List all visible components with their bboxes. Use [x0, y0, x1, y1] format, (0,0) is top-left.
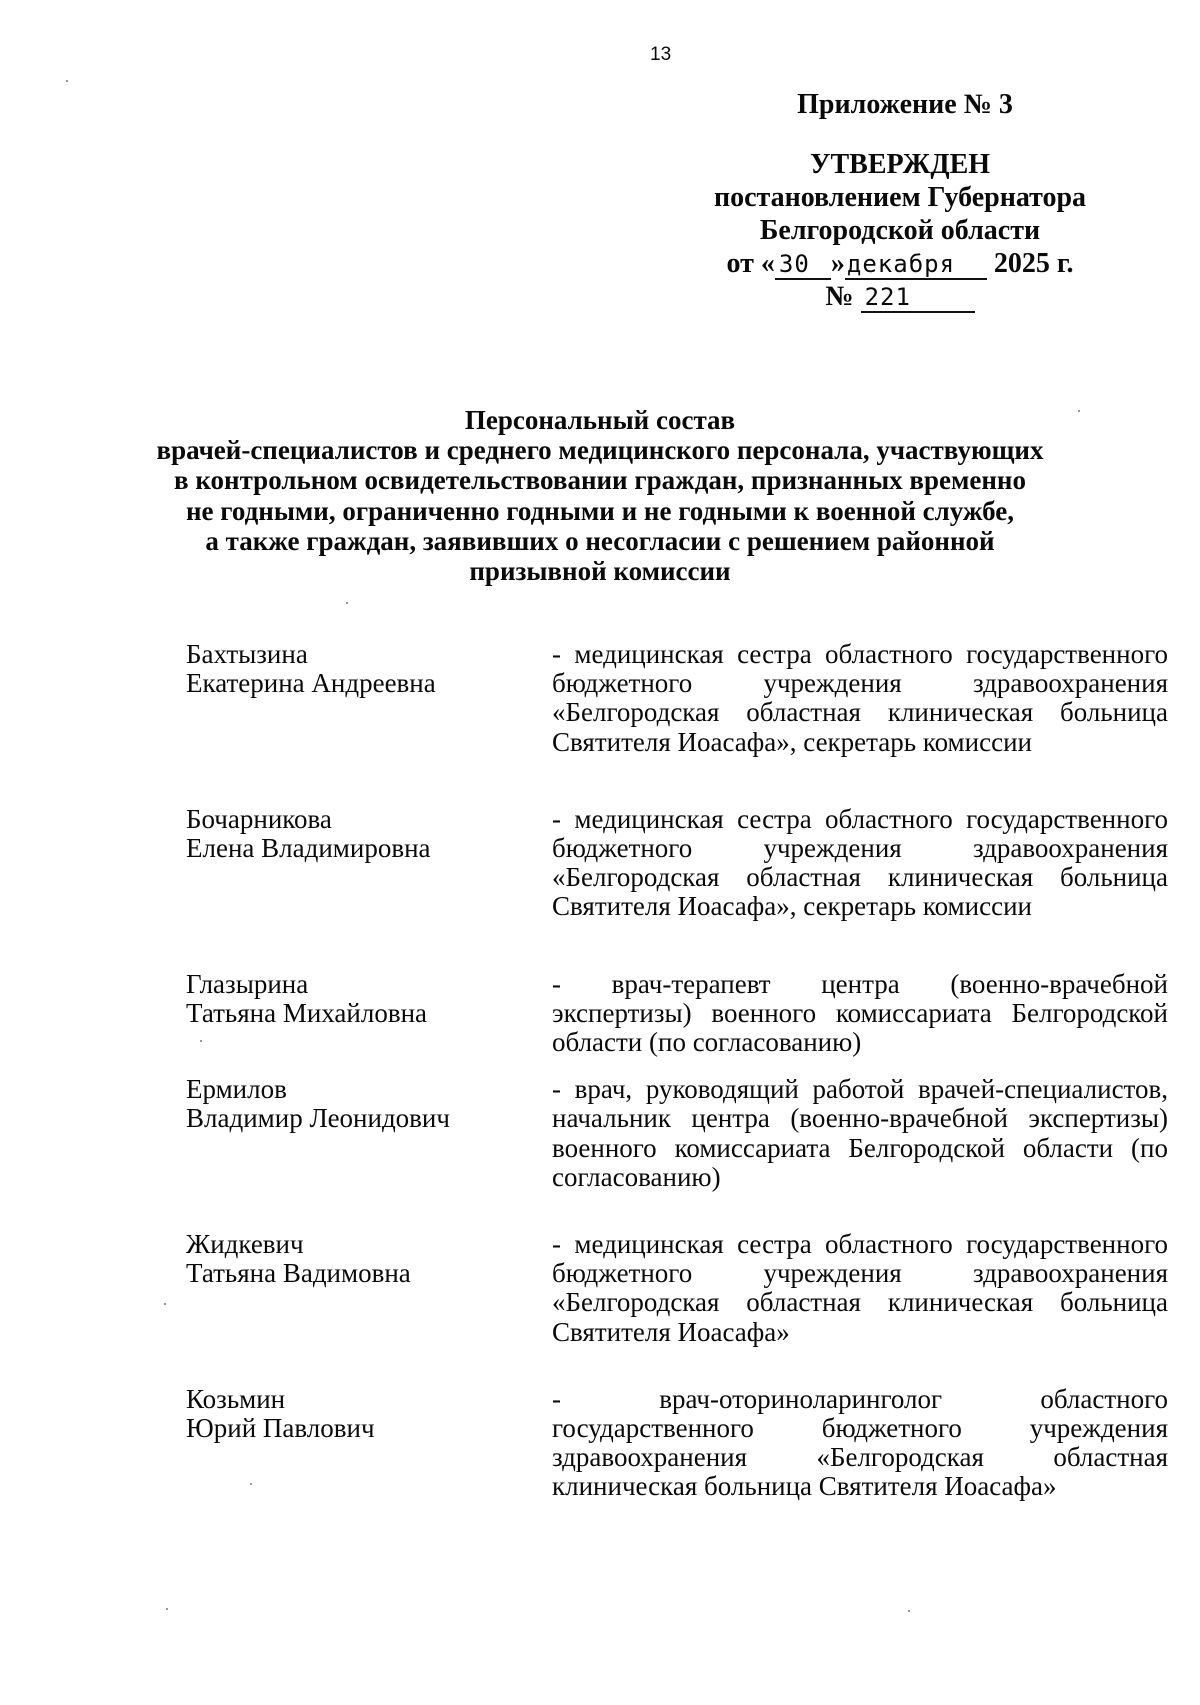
approved-heading: УТВЕРЖДЕН — [809, 149, 991, 180]
approval-block — [690, 88, 1110, 313]
member-name — [186, 640, 552, 757]
date-day: 30 — [775, 250, 831, 280]
title-line: не годными, ограниченно годными и не годными к военной службе, — [186, 495, 1014, 526]
member-role: - медицинская сестра областного государственного бюджетного учреждения здравоохранения «Белгородская областная клиническая больница Святителя Иоасафа», секретарь комиссии — [552, 639, 1168, 757]
approval-date — [690, 247, 1110, 280]
member-surname: Жидкевич — [186, 1229, 304, 1260]
title-line: а также граждан, заявивших о несогласии с решением районной — [205, 525, 995, 556]
member-given-names: Юрий Павлович — [186, 1413, 375, 1444]
date-mid: » — [830, 248, 845, 279]
title-line: призывной комиссии — [469, 556, 731, 587]
approval-number — [690, 280, 1110, 313]
scan-speck — [346, 602, 348, 604]
member-entry — [186, 970, 1168, 1058]
title-line: Персональный состав — [464, 405, 736, 435]
members-list — [186, 640, 1168, 1502]
member-surname: Козьмин — [186, 1383, 286, 1414]
member-name — [186, 1230, 552, 1347]
member-role: - врач, руководящий работой врачей-специалистов, начальник центра (военно-врачебной экспертизы) военного комиссариата Белгородской области (по согласованию) — [552, 1074, 1168, 1192]
scan-speck — [164, 1303, 166, 1305]
member-name — [186, 970, 552, 1058]
scan-speck — [66, 80, 68, 82]
member-surname: Глазырина — [186, 968, 309, 999]
date-year: 2025 г. — [993, 248, 1074, 279]
member-surname: Ермилов — [186, 1074, 287, 1105]
member-given-names: Татьяна Вадимовна — [186, 1258, 411, 1289]
member-surname: Бочарникова — [186, 803, 332, 834]
scan-speck — [166, 1608, 168, 1610]
date-prefix: от « — [726, 248, 775, 279]
member-given-names: Татьяна Михайловна — [186, 997, 428, 1028]
member-role: - врач-терапевт центра (военно-врачебной экспертизы) военного комиссариата Белгородской области (по согласованию) — [552, 968, 1168, 1058]
scan-speck — [200, 1040, 202, 1042]
number-prefix: № — [825, 281, 854, 312]
member-given-names: Елена Владимировна — [186, 833, 431, 864]
member-role: - медицинская сестра областного государственного бюджетного учреждения здравоохранения «Белгородская областная клиническая больница Святителя Иоасафа», секретарь комиссии — [552, 803, 1168, 922]
approval-authority: постановлением Губернатора — [713, 182, 1087, 213]
member-name — [186, 805, 552, 922]
member-given-names: Екатерина Андреевна — [186, 668, 436, 699]
date-month: декабря — [845, 250, 987, 280]
appendix-title: Приложение № 3 — [797, 89, 1013, 120]
member-role: - медицинская сестра областного государственного бюджетного учреждения здравоохранения «Белгородская областная клиническая больница Святителя Иоасафа» — [552, 1229, 1168, 1347]
member-entry — [186, 640, 1168, 757]
title-line: в контрольном освидетельствовании граждан, признанных временно — [174, 465, 1026, 496]
member-entry — [186, 1385, 1168, 1502]
scan-speck — [1078, 410, 1080, 412]
title-line: врачей-специалистов и среднего медицинского персонала, участвующих — [156, 435, 1044, 466]
member-name — [186, 1075, 552, 1192]
doc-number: 221 — [861, 283, 975, 313]
scan-speck — [250, 1483, 252, 1485]
document-title — [120, 405, 1080, 586]
member-given-names: Владимир Леонидович — [186, 1103, 450, 1134]
member-role: - врач-оториноларинголог областного государственного бюджетного учреждения здравоохранения «Белгородская областная клиническая больница Святителя Иоасафа» — [552, 1383, 1168, 1502]
member-name — [186, 1385, 552, 1502]
member-surname: Бахтызина — [186, 639, 308, 669]
member-entry — [186, 1230, 1168, 1347]
approval-region: Белгородской области — [759, 215, 1041, 246]
member-entry — [186, 805, 1168, 922]
member-entry — [186, 1075, 1168, 1192]
scan-speck — [908, 1610, 910, 1612]
page-number: 13 — [650, 44, 672, 65]
